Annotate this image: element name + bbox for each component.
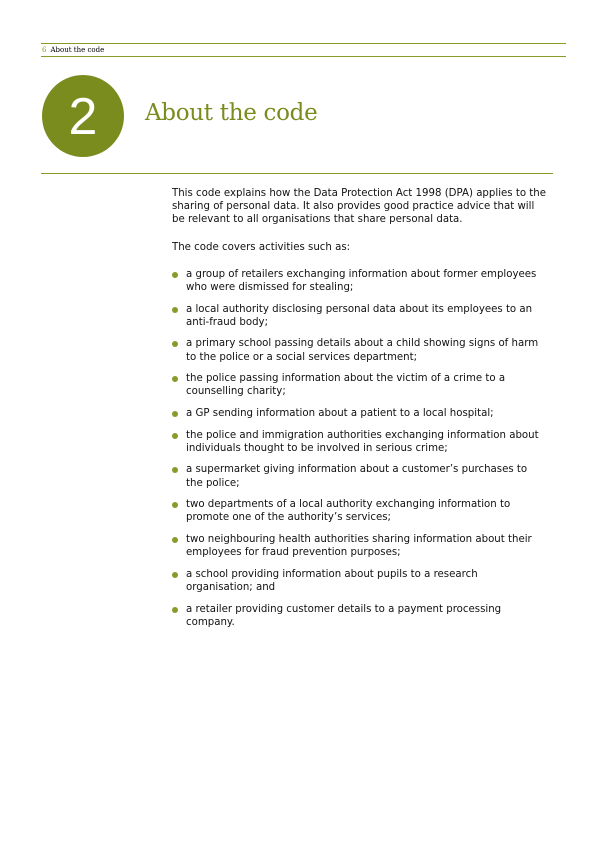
chapter-number: 2 [68,88,98,146]
bullet-icon [172,537,178,543]
list-item-text: a primary school passing details about a child showing signs of harm to the police or a social services department; [186,338,539,363]
title-divider [41,173,553,174]
bullet-icon [172,272,178,278]
list-item-text: a local authority disclosing personal data about its employees to an anti-fraud body; [186,303,533,328]
lead-in-paragraph: The code covers activities such as: [172,241,351,253]
bullet-icon [172,307,178,313]
list-item [172,303,547,329]
list-item-text: a GP sending information about a patient to a local hospital; [186,408,494,419]
list-item [172,372,547,398]
bullet-icon [172,341,178,347]
list-item-text: a group of retailers exchanging information about former employees who were dismissed for stealing; [186,268,537,294]
list-item [172,498,547,524]
list-item-text: a school providing information about pupils to a research organisation; and [186,568,478,593]
intro-paragraph: This code explains how the Data Protection Act 1998 (DPA) applies to the sharing of personal data. It also provides good practice advice that will be relevant to all organisations that share personal data. [172,188,547,226]
list-item [172,533,547,559]
bullet-icon [172,607,178,613]
activity-list [172,268,547,629]
chapter-number-badge [42,75,124,157]
bullet-icon [172,502,178,508]
list-item-text: a retailer providing customer details to a payment processing company. [186,603,502,628]
header-rule-bottom [41,56,566,57]
list-item-text: the police passing information about the victim of a crime to a counselling charity; [186,373,506,398]
list-item-text: two departments of a local authority exchanging information to promote one of the authority’s services; [186,499,511,524]
list-item-text: the police and immigration authorities exchanging information about individuals thought to be involved in serious crime; [186,429,539,454]
list-item-text: two neighbouring health authorities sharing information about their employees for fraud prevention purposes; [186,533,532,559]
list-item [172,463,547,489]
list-item [172,268,547,294]
list-item [172,429,547,455]
running-header [42,45,104,55]
bullet-icon [172,467,178,473]
bullet-icon [172,433,178,439]
page-number: 6 [42,46,47,54]
list-item-text: a supermarket giving information about a customer’s purchases to the police; [186,464,528,489]
list-item [172,568,547,594]
body-content [172,187,547,637]
bullet-icon [172,376,178,382]
list-item [172,337,547,363]
chapter-title: About the code [145,100,318,126]
list-item [172,603,547,629]
bullet-icon [172,572,178,578]
header-rule-top [41,43,566,44]
bullet-icon [172,411,178,417]
list-item [172,407,547,420]
running-title: About the code [50,46,105,54]
